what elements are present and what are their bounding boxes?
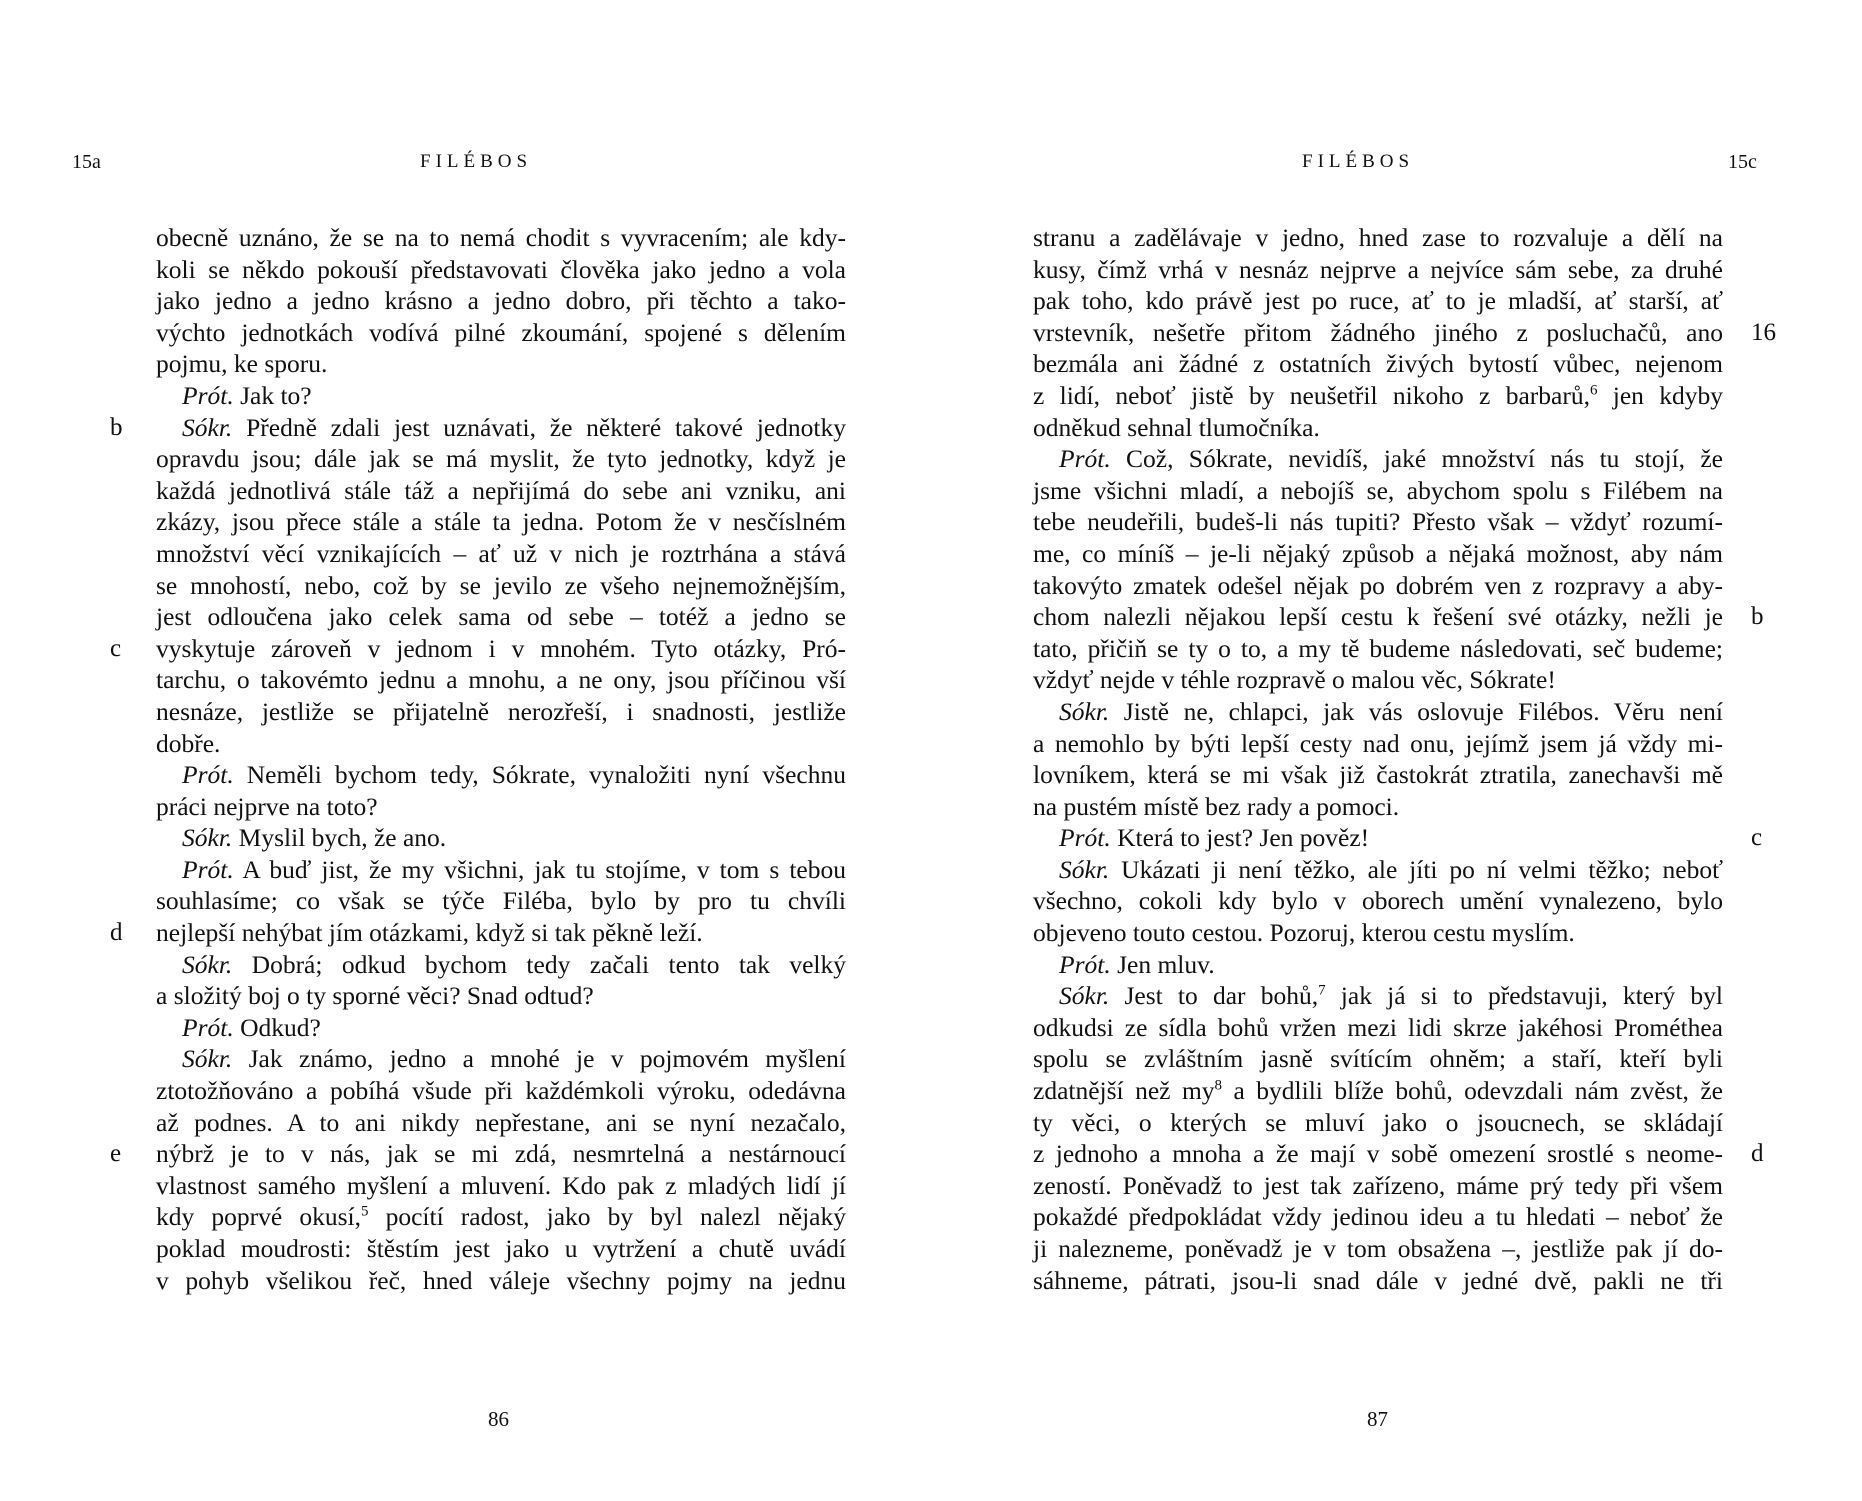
line-text: až podnes. A to ani nikdy nepřestane, ani se nyní nezačalo, bbox=[156, 1107, 846, 1137]
line-text: tarchu, o takovémto jednu a mnohu, a ne ony, jsou příčinou vší bbox=[156, 665, 846, 695]
text-line bbox=[1033, 412, 1723, 444]
speaker-name: Prót. bbox=[182, 854, 234, 884]
speaker-name: Prót. bbox=[182, 760, 234, 790]
line-text: práci nejprve na toto? bbox=[156, 791, 378, 821]
margin-marker: e bbox=[110, 1140, 122, 1168]
text-line bbox=[1033, 601, 1723, 633]
line-text: Jistě ne, chlapci, jak vás oslovuje Filébos. Věru není bbox=[1109, 696, 1723, 726]
line-text: nesnáze, jestliže se přijatelně nerozřeší, i snadnosti, jestliže bbox=[156, 696, 846, 726]
line-text: odněkud sehnal tlumočníka. bbox=[1033, 412, 1320, 442]
footnote-ref: 5 bbox=[360, 1203, 369, 1220]
text-line bbox=[156, 570, 846, 602]
speaker-name: Sókr. bbox=[1059, 696, 1110, 726]
text-line bbox=[156, 222, 846, 254]
margin-marker: d bbox=[110, 919, 123, 947]
text-line bbox=[1033, 317, 1723, 349]
text-line bbox=[1033, 854, 1723, 886]
line-text: Ukázati ji není těžko, ale jíti po ní velmi těžko; neboť bbox=[1109, 854, 1723, 884]
line-text: jako jedno a jedno krásno a jedno dobro, při těchto a tako- bbox=[156, 286, 846, 316]
line-text: vyskytuje zároveň v jednom i v mnohém. Tyto otázky, Pró- bbox=[156, 633, 846, 663]
right-page bbox=[931, 0, 1862, 1501]
text-line bbox=[156, 822, 846, 854]
margin-marker: 16 bbox=[1751, 318, 1776, 346]
text-line bbox=[156, 506, 846, 538]
text-line bbox=[156, 917, 846, 949]
line-text: a bydlili blíže bohů, odevzdali nám zvěst, že bbox=[1222, 1076, 1723, 1106]
page-number: 87 bbox=[1367, 1407, 1388, 1431]
line-text: pocítí radost, jako by byl nalezl nějaký bbox=[368, 1202, 846, 1232]
line-text: zdatnější než my bbox=[1033, 1076, 1215, 1106]
text-line bbox=[1033, 696, 1723, 728]
line-text: každá jednotlivá stále táž a nepřijímá do sebe ani vzniku, ani bbox=[156, 475, 846, 505]
margin-marker: b bbox=[110, 413, 123, 441]
margin-marker: d bbox=[1751, 1140, 1764, 1168]
line-text: Neměli bychom tedy, Sókrate, vynaložiti nyní všechnu bbox=[233, 760, 846, 790]
text-line bbox=[1033, 633, 1723, 665]
text-line bbox=[1033, 348, 1723, 380]
text-line bbox=[1033, 980, 1723, 1012]
line-text: lovníkem, která se mi však již častokrát ztratila, zanechavši mě bbox=[1033, 760, 1723, 790]
text-line bbox=[156, 348, 846, 380]
speaker-name: Prót. bbox=[1059, 823, 1111, 853]
line-text: jak já si to představuji, který byl bbox=[1325, 981, 1723, 1011]
speaker-name: Sókr. bbox=[182, 823, 233, 853]
line-text: Jak známo, jedno a mnohé je v pojmovém myšlení bbox=[232, 1044, 846, 1074]
text-line bbox=[156, 1012, 846, 1044]
speaker-name: Prót. bbox=[1059, 949, 1111, 979]
footnote-ref: 8 bbox=[1214, 1077, 1223, 1094]
text-line bbox=[156, 254, 846, 286]
text-line bbox=[156, 475, 846, 507]
line-text: zeností. Poněvadž to jest tak zařízeno, máme prý tedy při všem bbox=[1033, 1170, 1723, 1200]
text-line bbox=[156, 538, 846, 570]
line-text: jsme všichni mladí, a nebojíš se, abychom spolu s Filébem na bbox=[1033, 475, 1723, 505]
text-line bbox=[1033, 728, 1723, 760]
line-text: souhlasíme; co však se týče Filéba, bylo by pro tu chvíli bbox=[156, 886, 846, 916]
text-line bbox=[156, 696, 846, 728]
line-text: obecně uznáno, že se na to nemá chodit s vyvracením; ale kdy- bbox=[156, 223, 846, 252]
line-text: spolu se zvláštním jasně svítícím ohněm; a staří, kteří byli bbox=[1033, 1044, 1723, 1074]
line-text: sáhneme, pátrati, jsou-li snad dále v jedné dvě, pakli ne tři bbox=[1033, 1265, 1723, 1295]
line-text: z jednoho a mnoha a že mají v sobě omezení srostlé s neome- bbox=[1033, 1139, 1723, 1169]
text-line bbox=[1033, 475, 1723, 507]
text-line bbox=[156, 285, 846, 317]
text-line bbox=[156, 317, 846, 349]
text-line bbox=[156, 885, 846, 917]
line-text: kusy, čímž vrhá v nesnáz nejprve a nejvíce sám sebe, za druhé bbox=[1033, 254, 1723, 284]
line-text: odkudsi ze sídla bohů vržen mezi lidi skrze jakéhosi Prométhea bbox=[1033, 1012, 1723, 1042]
text-line bbox=[156, 664, 846, 696]
line-text: Což, Sókrate, nevidíš, jaké množství nás tu stojí, že bbox=[1110, 444, 1723, 474]
line-text: bezmála ani žádné z ostatních živých bytostí vůbec, nejenom bbox=[1033, 349, 1723, 379]
line-text: jen kdyby bbox=[1597, 380, 1724, 410]
line-text: pojmu, ke sporu. bbox=[156, 349, 328, 379]
line-text: pokaždé předpokládat vždy jedinou ideu a tu hledati – neboť že bbox=[1033, 1202, 1723, 1232]
line-text: ty věci, o kterých se mluví jako o jsoucnech, se skládají bbox=[1033, 1107, 1723, 1137]
line-text: vždyť nejde v téhle rozpravě o malou věc, Sókrate! bbox=[1033, 665, 1556, 695]
text-line bbox=[156, 759, 846, 791]
line-text: Jest to dar bohů, bbox=[1109, 981, 1319, 1011]
page-number: 86 bbox=[488, 1407, 509, 1431]
text-line bbox=[1033, 254, 1723, 286]
line-text: množství věcí vznikajících – ať už v nich je roztrhána a stává bbox=[156, 538, 846, 568]
line-text: se mnohostí, nebo, což by se jevilo ze všeho nejnemožnějším, bbox=[156, 570, 846, 600]
text-line bbox=[1033, 1012, 1723, 1044]
text-line bbox=[1033, 1043, 1723, 1075]
footnote-ref: 6 bbox=[1589, 382, 1598, 399]
speaker-name: Prót. bbox=[182, 1012, 234, 1042]
text-line bbox=[156, 601, 846, 633]
text-line bbox=[1033, 949, 1723, 981]
line-text: poklad moudrosti: štěstím jest jako u vytržení a chutě uvádí bbox=[156, 1234, 846, 1263]
text-line bbox=[1033, 885, 1723, 917]
line-text: Jen mluv. bbox=[1110, 949, 1215, 979]
text-line bbox=[1033, 1170, 1723, 1202]
line-text: koli se někdo pokouší představovati člověka jako jedno a vola bbox=[156, 254, 846, 284]
line-text: Odkud? bbox=[233, 1012, 321, 1042]
speaker-name: Prót. bbox=[1059, 444, 1111, 474]
text-line bbox=[1033, 1107, 1723, 1139]
text-line bbox=[156, 1107, 846, 1139]
line-text: opravdu jsou; dále jak se má myslit, že tyto jednotky, když je bbox=[156, 444, 846, 474]
speaker-name: Sókr. bbox=[1059, 854, 1110, 884]
text-line bbox=[156, 1201, 846, 1233]
line-text: na pustém místě bez rady a pomoci. bbox=[1033, 791, 1400, 821]
text-line bbox=[156, 412, 846, 444]
line-text: A buď jist, že my všichni, jak tu stojíme, v tom s tebou bbox=[233, 854, 846, 884]
text-line bbox=[156, 1043, 846, 1075]
speaker-name: Sókr. bbox=[182, 949, 233, 979]
body-text bbox=[1033, 222, 1723, 1296]
line-text: a nemohlo by býti lepší cesty nad onu, jejímž jsem já vždy mi- bbox=[1033, 728, 1723, 758]
text-line bbox=[1033, 664, 1723, 696]
text-line bbox=[1033, 443, 1723, 475]
text-line bbox=[1033, 570, 1723, 602]
margin-marker: b bbox=[1751, 603, 1764, 631]
text-line bbox=[156, 633, 846, 665]
speaker-name: Prót. bbox=[182, 380, 234, 410]
line-text: Předně zdali jest uznávati, že některé takové jednotky bbox=[232, 412, 846, 442]
line-text: Která to jest? Jen pověz! bbox=[1110, 823, 1370, 853]
text-line bbox=[156, 728, 846, 760]
body-text bbox=[156, 222, 846, 1296]
text-line bbox=[156, 980, 846, 1012]
line-text: a složitý boj o ty sporné věci? Snad odtud? bbox=[156, 981, 594, 1011]
text-line bbox=[156, 380, 846, 412]
footnote-ref: 7 bbox=[1318, 982, 1326, 999]
text-line bbox=[1033, 1233, 1723, 1265]
line-text: kdy poprvé okusí, bbox=[156, 1202, 361, 1232]
margin-marker: c bbox=[110, 634, 122, 662]
line-text: jest odloučena jako celek sama od sebe – totéž a jedno se bbox=[156, 602, 846, 632]
section-marker: 15a bbox=[72, 151, 101, 173]
text-line bbox=[156, 791, 846, 823]
text-line bbox=[156, 1138, 846, 1170]
section-marker: 15c bbox=[1728, 151, 1757, 173]
text-line bbox=[1033, 285, 1723, 317]
running-title: FILÉBOS bbox=[420, 151, 533, 172]
line-text: vlastnost samého myšlení a mluvení. Kdo pak z mladých lidí jí bbox=[156, 1170, 846, 1200]
text-line bbox=[156, 1075, 846, 1107]
line-text: chom nalezli nějakou lepší cestu k řešení své otázky, nežli je bbox=[1033, 602, 1723, 632]
speaker-name: Sókr. bbox=[1059, 981, 1110, 1011]
line-text: Myslil bych, že ano. bbox=[232, 823, 447, 853]
text-line bbox=[156, 1265, 846, 1297]
line-text: z lidí, neboť jistě by neušetřil nikoho z barbarů, bbox=[1033, 380, 1590, 410]
line-text: nejlepší nehýbat jím otázkami, když si tak pěkně leží. bbox=[156, 918, 703, 948]
text-line bbox=[1033, 222, 1723, 254]
text-line bbox=[1033, 538, 1723, 570]
line-text: nýbrž je to v nás, jak se mi zdá, nesmrtelná a nestárnoucí bbox=[156, 1139, 846, 1169]
text-line bbox=[1033, 1265, 1723, 1297]
line-text: objeveno touto cestou. Pozoruj, kterou cestu myslím. bbox=[1033, 918, 1575, 948]
text-line bbox=[1033, 380, 1723, 412]
line-text: takovýto zmatek odešel nějak po dobrém ven z rozpravy a aby- bbox=[1033, 570, 1723, 600]
line-text: ji nalezneme, poněvadž je v tom obsažena –, jestliže pak jí do- bbox=[1033, 1234, 1723, 1263]
text-line bbox=[1033, 759, 1723, 791]
text-line bbox=[156, 443, 846, 475]
margin-marker: c bbox=[1751, 824, 1763, 852]
line-text: zkázy, jsou přece stále a stále ta jedna. Potom že v nesčíslném bbox=[156, 507, 846, 537]
line-text: tebe neudeřili, budeš-li nás tupiti? Přesto však – vždyť rozumí- bbox=[1033, 507, 1723, 537]
line-text: všechno, cokoli kdy bylo v oborech umění vynalezeno, bylo bbox=[1033, 886, 1723, 916]
text-line bbox=[156, 1233, 846, 1265]
line-text: me, co míníš – je-li nějaký způsob a nějaká možnost, aby nám bbox=[1033, 538, 1723, 568]
text-line bbox=[156, 854, 846, 886]
text-line bbox=[156, 1170, 846, 1202]
line-text: pak toho, kdo právě jest po ruce, ať to je mladší, ať starší, ať bbox=[1033, 286, 1723, 316]
speaker-name: Sókr. bbox=[182, 1044, 233, 1074]
text-line bbox=[1033, 822, 1723, 854]
text-line bbox=[1033, 1201, 1723, 1233]
text-line bbox=[1033, 1138, 1723, 1170]
speaker-name: Sókr. bbox=[182, 412, 233, 442]
text-line bbox=[1033, 791, 1723, 823]
text-line bbox=[1033, 506, 1723, 538]
line-text: stranu a zadělávaje v jedno, hned zase to rozvaluje a dělí na bbox=[1033, 223, 1723, 252]
text-line bbox=[1033, 1075, 1723, 1107]
line-text: tato, přičiň se ty o to, a my tě budeme následovati, seč budeme; bbox=[1033, 633, 1723, 663]
line-text: výchto jednotkách vodívá pilné zkoumání, spojené s dělením bbox=[156, 317, 846, 347]
line-text: dobře. bbox=[156, 728, 221, 758]
running-title: FILÉBOS bbox=[1302, 151, 1415, 172]
line-text: ztotožňováno a pobíhá všude při každémkoli výroku, odedávna bbox=[156, 1076, 846, 1106]
line-text: Dobrá; odkud bychom tedy začali tento tak velký bbox=[232, 949, 846, 979]
line-text: vrstevník, nešetře přitom žádného jiného z posluchačů, ano bbox=[1033, 317, 1723, 347]
line-text: Jak to? bbox=[233, 380, 312, 410]
text-line bbox=[156, 949, 846, 981]
line-text: v pohyb všelikou řeč, hned váleje všechny pojmy na jednu bbox=[156, 1265, 846, 1295]
text-line bbox=[1033, 917, 1723, 949]
